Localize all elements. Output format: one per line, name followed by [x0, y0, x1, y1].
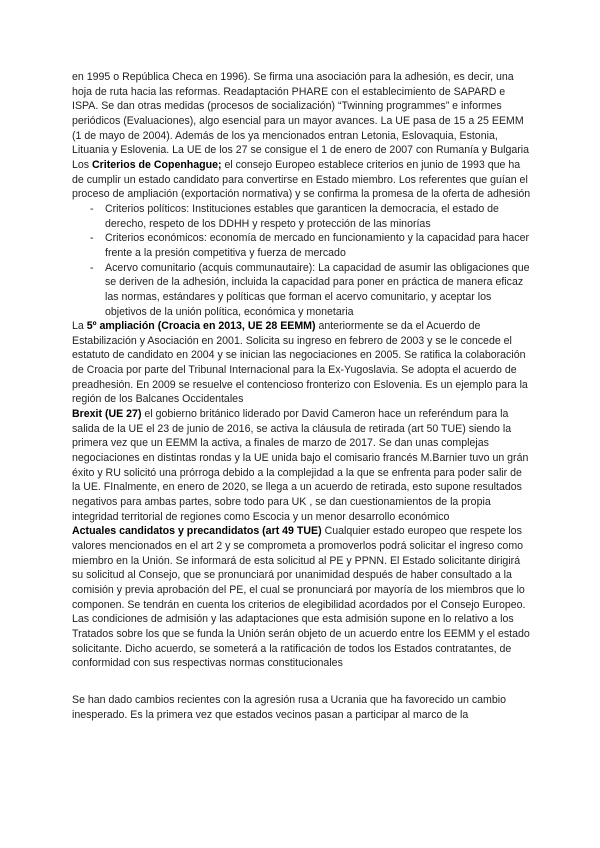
criterion-political: Criterios políticos: Instituciones estables que garanticen la democracia, el estado de derecho, respeto de los DDHH y respeto y protección de las minorías — [105, 202, 499, 230]
copenhague-criteria-list — [72, 202, 532, 319]
bullet-dash: - — [90, 261, 94, 274]
croacia-term: 5º ampliación (Croacia en 2013, UE 28 EEMM) — [86, 320, 316, 333]
criterion-acquis: Acervo comunitario (acquis communautaire): La capacidad de asumir las obligaciones que se deriven de la adhesión, incluida la capacidad para poner en práctica de manera eficaz las normas, estándares y políticas que forman el acervo comunitario, y aceptar los objetivos de la unión política, económica y monetaria — [105, 261, 530, 318]
brexit-term: Brexit (UE 27) — [72, 408, 142, 421]
croacia-lead: La — [72, 320, 87, 333]
copenhague-paragraph — [72, 158, 532, 202]
paragraph-spacer — [72, 671, 532, 693]
candidatos-paragraph — [72, 524, 532, 671]
candidatos-text: Cualquier estado europeo que respete los valores mencionados en el art 2 y se comprometa a promoverlos podrá solicitar el ingreso como miembro en la Unión. Se informará de esta solicitud al PE y PPNN. El Estado solicitante dirigirá su solicitud al Consejo, que se pronunciará por unanimidad después de haber consultado a la comisión y previa aprobación del PE, el cual se pronunciará por mayoría de los miembros que lo componen. Se tendrán en cuenta los criterios de elegibilidad acordados por el Consejo Europeo. Las condiciones de admisión y las adaptaciones que esta admisión supone en lo relativo a los Tratados sobre los que se funda la Unión serán objeto de un acuerdo entre los EEMM y el estado solicitante. Dicho acuerdo, se someterá a la ratificación de todos los Estados contratantes, de conformidad con sus respectivas normas constitucionales — [72, 525, 530, 670]
copenhague-text: el consejo Europeo establece criterios en junio de 1993 que ha de cumplir un estado candidato para convertirse en Estado miembro. Los referentes que guían el proceso de ampliación (exportación normativa) y se confirma la promesa de la oferta de adhesión — [72, 158, 531, 201]
criterion-economic: Criterios económicos: economía de mercado en funcionamiento y la capacidad para hacer frente a la presión competitiva y fuerza de mercado — [105, 232, 529, 259]
brexit-text: el gobierno británico liderado por David Cameron hace un referéndum para la salida de la UE el 23 de junio de 2016, se activa la cláusula de retirada (art 50 TUE) siendo la primera vez que un EEMM la activa, a finales de marzo de 2017. Se dan unas complejas negociaciones en distintas rondas y la UE unida bajo el comisario francés M.Barnier tuvo un grán éxito y RU solicitó una prórroga debido a la complejidad a la que se enfrenta para poder salir de la UE. FInalmente, en enero de 2020, se llega a un acuerdo de retirada, esto supone resultados negativos para ambas partes, sobre todo para UK , se dan cuestionamientos de la propia integridad territorial de regiones como Escocia y un menor desarrollo económico — [72, 408, 529, 523]
croacia-paragraph — [72, 319, 532, 407]
document-page — [72, 70, 532, 722]
list-item — [72, 202, 532, 231]
croacia-text: anteriormente se da el Acuerdo de Estabilización y Asociación en 2001. Solicita su ingreso en febrero de 2003 y se le concede el estatuto de candidato en 2004 y se inician las negociaciones en 2005. Se ratifica la colaboración de Croacia por parte del Tribunal Internacional para la Ex-Yugoslavia. Se adopta el acuerdo de preadhesión. En 2009 se resuelve el contencioso fronterizo con Eslovenia. Es un ejemplo para la región de los Balcanes Occidentales — [72, 320, 528, 406]
brexit-paragraph — [72, 407, 532, 524]
bullet-dash: - — [90, 202, 94, 215]
bullet-dash: - — [90, 232, 94, 245]
list-item — [72, 261, 532, 320]
list-item — [72, 231, 532, 260]
intro-paragraph: en 1995 o República Checa en 1996). Se firma una asociación para la adhesión, es decir, una hoja de ruta hacia las reformas. Readaptación PHARE con el establecimiento de SAPARD e ISPA. Se dan otras medidas (procesos de socialización) “Twinning programmes” e informes periódicos (Evaluaciones), algo esencial para un mayor avances. La UE pasa de 15 a 25 EEMM (1 de mayo de 2004). Además de los ya mencionados entran Letonia, Eslovaquia, Estonia, Lituania y Eslovenia. La UE de los 27 se consigue el 1 de enero de 2007 con Rumanía y Bulgaria — [72, 71, 530, 157]
candidatos-term: Actuales candidatos y precandidatos (art 49 TUE) — [72, 525, 322, 538]
final-paragraph: Se han dado cambios recientes con la agresión rusa a Ucrania que ha favorecido un cambio inesperado. Es la primera vez que estados vecinos pasan a participar al marco de la — [72, 693, 507, 721]
copenhague-lead: Los — [72, 158, 93, 171]
copenhague-term: Criterios de Copenhague; — [92, 158, 222, 171]
